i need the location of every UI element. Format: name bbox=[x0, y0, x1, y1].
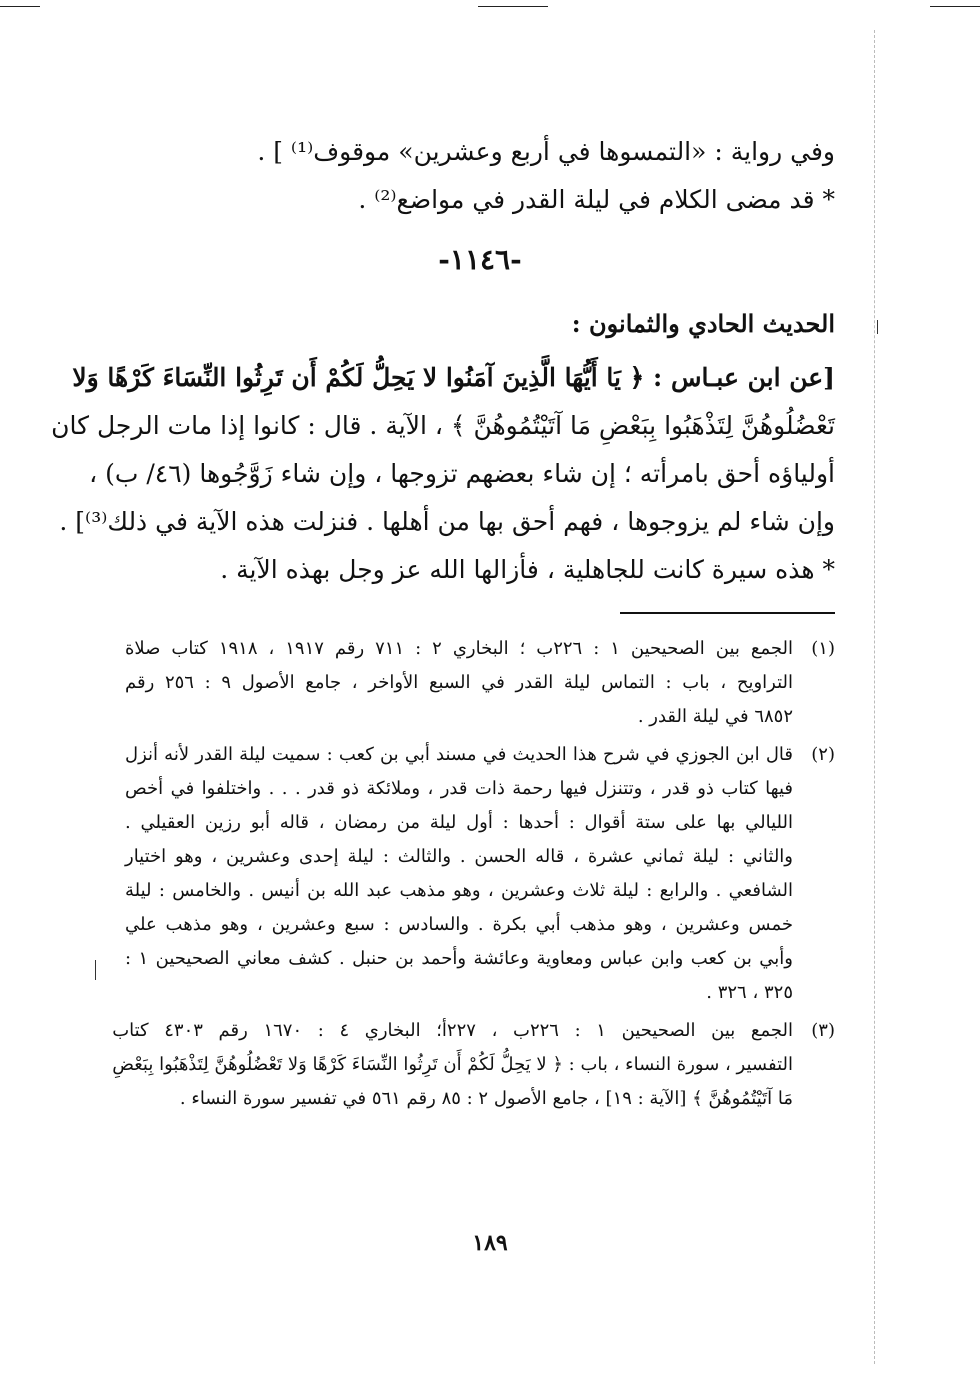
footnote-line: ٣٢٥ ، ٣٢٦ . bbox=[706, 982, 793, 1003]
hadith-number: -١١٤٦- bbox=[438, 243, 522, 276]
footnote-number: (٣) bbox=[811, 1020, 835, 1041]
footnote-line: والثاني : ليلة ثماني عشرة ، قاله الحسن . والثالث : ليلة إحدى وعشرين ، وهو اختيار bbox=[125, 846, 793, 867]
footnote-line: قال ابن الجوزي في شرح هذا الحديث في مسند أبي بن كعب : سميت ليلة القدر لأنه أنزل bbox=[125, 744, 793, 765]
footnote-separator bbox=[620, 612, 835, 614]
body-line-1: وفي رواية : «التمسوها في أربع وعشرين» موقوف⁽¹⁾ ] . bbox=[257, 137, 835, 166]
footnote-line: التفسير ، سورة النساء ، باب : ﴿ لا يَحِلُّ لَكُمْ أَن تَرِثُوا النِّسَاءَ كَرْهًا وَلا تَعْضُلُوهُنَّ لِتَذْهَبُوا بِبَعْضِ bbox=[112, 1054, 793, 1075]
top-edge-line-left bbox=[0, 6, 40, 7]
footnote-line: خمس وعشرين ، وهو مذهب أبي بكرة . والسادس : سبع وعشرين ، وهو مذهب علي bbox=[125, 914, 793, 935]
footnote-line: التراويح ، باب : التماس ليلة القدر في السبع الأواخر ، جامع الأصول ٩ : ٢٥٦ رقم bbox=[125, 672, 794, 693]
top-edge-line-center bbox=[478, 6, 548, 7]
footnote-line: فيها كتاب ذو قدر ، وتتنزل فيها رحمة ذات قدر ، وملائكة ذو قدر . . . واختلفوا في أخص bbox=[125, 778, 793, 799]
footnote-1 bbox=[125, 632, 835, 734]
paragraph-line: تَعْضُلُوهُنَّ لِتَذْهَبُوا بِبَعْضِ مَا آتَيْتُمُوهُنَّ ﴾ ، الآية . قال : كانوا إذا مات الرجل كان bbox=[51, 411, 835, 440]
commentary-line: * هذه سيرة كانت للجاهلية ، فأزالها الله عز وجل بهذه الآية . bbox=[220, 555, 835, 584]
footnote-line: الليالي بها على ستة أقوال : أحدها : أول ليلة من رمضان ، قاله أبو رزين العقيلي . bbox=[125, 812, 793, 833]
footnote-line: ٦٨٥٢ في ليلة القدر . bbox=[637, 706, 793, 727]
page-number: ١٨٩ bbox=[472, 1230, 508, 1256]
footnotes bbox=[112, 632, 835, 1116]
paragraph-line: أولياؤه أحق بامرأته ؛ إن شاء بعضهم تزوجها ، وإن شاء زَوَّجُوها (٤٦/ ب) ، bbox=[89, 459, 835, 488]
footnote-line: الشافعي . والرابع : ليلة ثلاث وعشرين ، وهو مذهب عبد الله بن أنيس . والخامس : ليلة bbox=[125, 880, 793, 901]
hadith-paragraph bbox=[51, 354, 835, 546]
footnote-number: (٢) bbox=[811, 744, 835, 765]
page-content bbox=[51, 128, 835, 1120]
footnote-line: الجمع بين الصحيحين ١ : ٢٢٦ب ، ٢٢٧أ؛ البخاري ٤ : ١٦٧٠ رقم ٤٣٠٣ كتاب bbox=[112, 1020, 793, 1041]
body-line-2: * قد مضى الكلام في ليلة القدر في مواضع⁽²⁾ . bbox=[358, 185, 835, 214]
scan-mark bbox=[877, 320, 878, 334]
scan-mark bbox=[95, 960, 96, 980]
footnote-line: الجمع بين الصحيحين ١ : ٢٢٦ب ؛ البخاري ٢ : ٧١١ رقم ١٩١٧ ، ١٩١٨ كتاب صلاة bbox=[125, 638, 793, 659]
footnote-line: مَا آتَيْتُمُوهُنَّ ﴾ [الآية : ١٩] ، جامع الأصول ٢ : ٨٥ رقم ٥٦١ في تفسير سورة النساء . bbox=[179, 1088, 793, 1109]
paragraph-line: وإن شاء لم يزوجوها ، فهم أحق بها من أهلها . فنزلت هذه الآية في ذلك⁽³⁾] . bbox=[59, 507, 835, 536]
footnote-2 bbox=[125, 738, 835, 1010]
top-edge-line-right bbox=[930, 6, 980, 7]
footnote-3 bbox=[112, 1014, 835, 1116]
scan-margin-line bbox=[874, 30, 875, 1364]
footnote-line: وأبي بن كعب وابن عباس ومعاوية وعائشة وأحمد بن حنبل . كشف معاني الصحيحين ١ : bbox=[125, 948, 793, 969]
footnote-number: (١) bbox=[811, 638, 835, 659]
hadith-heading: الحديث الحادي والثمانون : bbox=[571, 309, 835, 338]
paragraph-line: [عن ابن عبـاس : ﴿ يَا أَيُّهَا الَّذِينَ آمَنُوا لا يَحِلُّ لَكُمْ أَن تَرِثُوا النِّسَاءَ كَرْهًا وَلا bbox=[72, 363, 835, 392]
